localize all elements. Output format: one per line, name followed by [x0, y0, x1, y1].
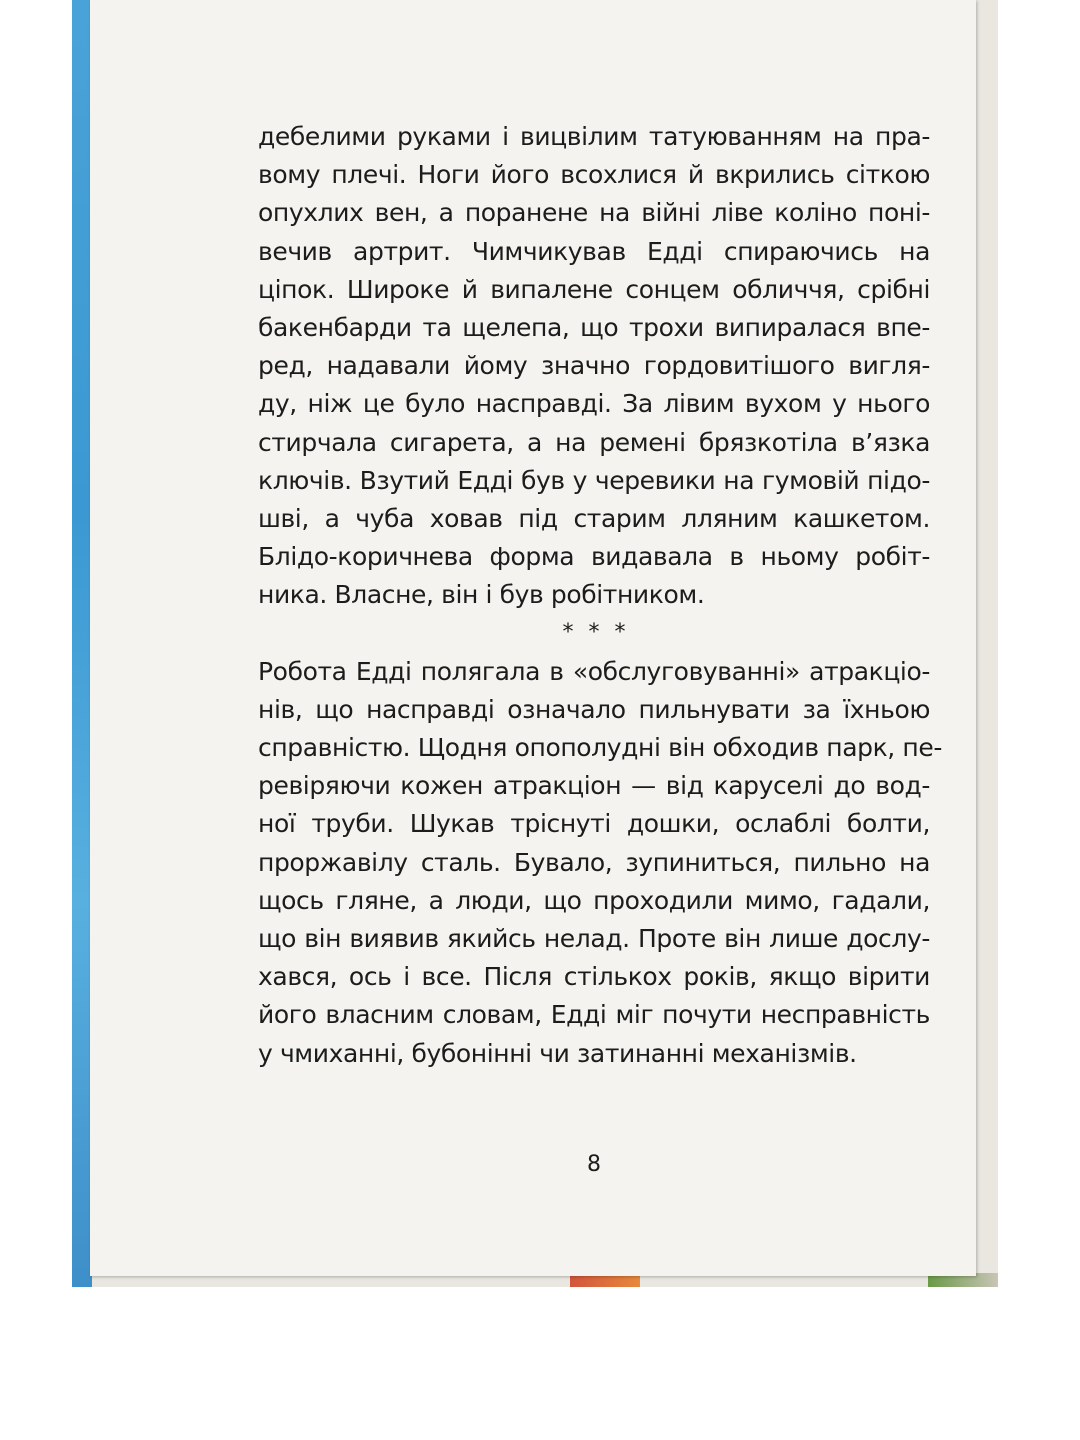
text-line: вечив артрит. Чимчикував Едді спираючись на: [258, 236, 930, 266]
text-line: ної труби. Шукав тріснуті дошки, ослаблі болти,: [258, 809, 930, 839]
text-line: шві, а чуба ховав під старим лляним кашкетом.: [258, 503, 930, 533]
text-line: ціпок. Широке й випалене сонцем обличчя, срібні: [258, 274, 930, 304]
book-photo: [72, 0, 998, 1287]
page-text: [258, 118, 942, 1073]
text-line: нів, що насправді означало пильнувати за їхньою: [258, 694, 930, 724]
text-line: його власним словам, Едді міг почути несправність: [258, 1000, 930, 1030]
text-line: щось гляне, а люди, що проходили мимо, гадали,: [258, 885, 930, 915]
text-line: стирчала сигарета, а на ремені брязкотіла в’язка: [258, 427, 930, 457]
text-line: вому плечі. Ноги його всохлися й вкрились сіткою: [258, 160, 930, 190]
text-line: що він виявив якийсь нелад. Проте він лише дослу-: [258, 923, 930, 953]
paragraph-1: [258, 118, 930, 614]
text-line: ду, ніж це було насправді. За лівим вухом у нього: [258, 389, 930, 419]
text-line: у чмиханні, бубонінні чи затинанні механізмів.: [258, 1038, 857, 1068]
text-line: Робота Едді полягала в «обслуговуванні» атракціо-: [258, 656, 930, 686]
text-line: ред, надавали йому значно гордовитішого вигля-: [258, 351, 930, 381]
paragraph-2: [258, 653, 942, 1073]
section-separator: * * *: [562, 620, 630, 646]
text-line: ревіряючи кожен атракціон — від каруселі до вод-: [258, 771, 930, 801]
text-line: бакенбарди та щелепа, що трохи випиралася впе-: [258, 312, 930, 342]
text-line: дебелими руками і вицвілим татуюванням на пра-: [258, 122, 930, 151]
text-line: хався, ось і все. Після стількох років, якщо вірити: [258, 962, 930, 992]
page-number: 8: [587, 1152, 601, 1177]
text-line: ника. Власне, він і був робітником.: [258, 580, 705, 610]
text-line: проржавілу сталь. Бувало, зупиниться, пильно на: [258, 847, 930, 877]
text-line: Блідо-коричнева форма видавала в ньому робіт-: [258, 542, 930, 572]
text-line: справністю. Щодня опополудні він обходив парк, пе-: [258, 733, 942, 762]
text-line: ключів. Взутий Едді був у черевики на гумовій підо-: [258, 465, 930, 495]
text-line: опухлих вен, а поранене на війні ліве коліно поні-: [258, 198, 930, 228]
book-page: [90, 0, 976, 1276]
